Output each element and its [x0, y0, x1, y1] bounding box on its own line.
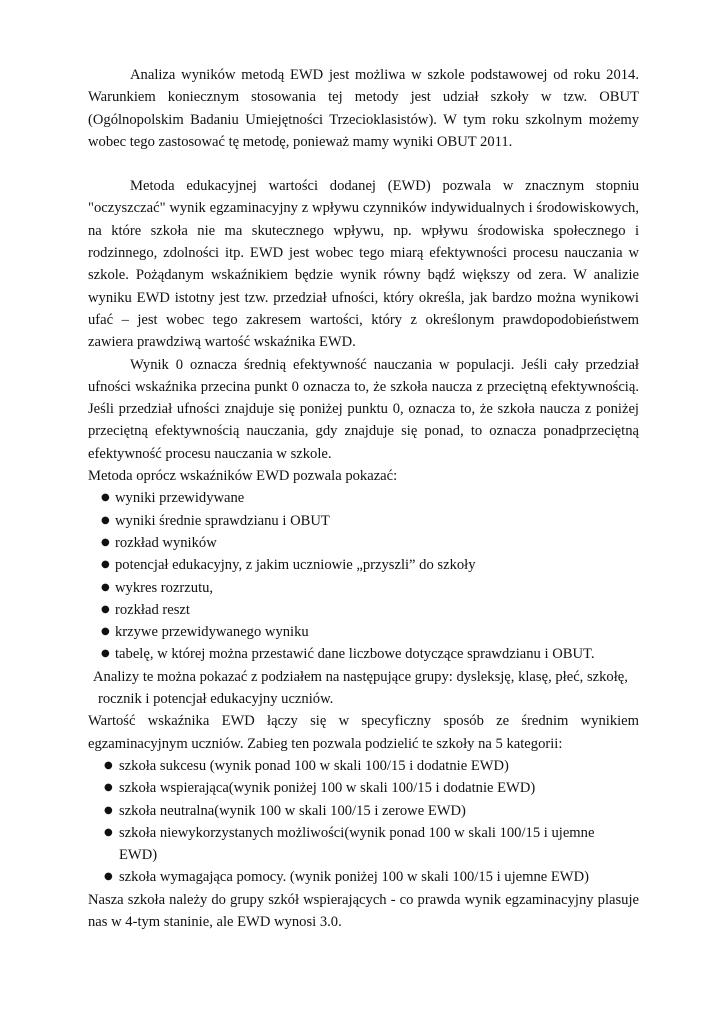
list-item: ● szkoła neutralna(wynik 100 w skali 100/15 i zerowe EWD): [88, 800, 639, 822]
list-item: ● wyniki przewidywane: [88, 487, 639, 509]
bullet-icon: ●: [101, 581, 110, 593]
list-item: ● szkoła niewykorzystanych możliwości(wynik ponad 100 w skali 100/15 i ujemne EWD): [88, 822, 639, 867]
paragraph-method-shows: Metoda oprócz wskaźników EWD pozwala pokazać:: [88, 468, 398, 485]
bullet-icon: ●: [104, 759, 113, 771]
bullet-icon: ●: [101, 648, 110, 660]
paragraph-our-school: Nasza szkoła należy do grupy szkół wspierających - co prawda wynik egzaminacyjny plasuje nas w 4-tym staninie, ale EWD wynosi 3.0.: [88, 891, 639, 930]
list-method-outputs: [88, 487, 639, 665]
bullet-icon: ●: [104, 871, 113, 883]
paragraph-analysis-groups: Analizy te można pokazać z podziałem na następujące grupy: dysleksję, klasę, płeć, szkołę, rocznik i potencjał edukacyjny uczniów.: [93, 668, 628, 708]
list-item: ● wykres rozrzutu,: [88, 577, 639, 599]
paragraph-ewd-categories: Wartość wskaźnika EWD łączy się w specyficzny sposób ze średnim wynikiem egzaminacyjnym uczniów. Zabieg ten pozwala podzielić te szkoły na 5 kategorii:: [88, 713, 639, 752]
bullet-icon: ●: [101, 603, 110, 615]
bullet-icon: ●: [104, 782, 113, 794]
list-item: ● szkoła sukcesu (wynik ponad 100 w skali 100/15 i dodatnie EWD): [88, 755, 639, 777]
list-school-categories: [88, 755, 639, 889]
bullet-icon: ●: [101, 536, 110, 548]
bullet-icon: ●: [101, 514, 110, 526]
bullet-icon: ●: [101, 492, 110, 504]
list-item: ● wyniki średnie sprawdzianu i OBUT: [88, 510, 639, 532]
bullet-icon: ●: [101, 559, 110, 571]
list-item: ● potencjał edukacyjny, z jakim uczniowie „przyszli” do szkoły: [88, 554, 639, 576]
list-item: ● szkoła wspierająca(wynik poniżej 100 w skali 100/15 i dodatnie EWD): [88, 777, 639, 799]
document-page: [88, 64, 639, 933]
paragraph-ewd-intro: Analiza wyników metodą EWD jest możliwa w szkole podstawowej od roku 2014. Warunkiem koniecznym stosowania tej metody jest udział szkoły w tzw. OBUT (Ogólnopolskim Badaniu Umiejętności Trzecioklasistów). W tym roku szkolnym możemy wobec tego zastosować tę metodę, ponieważ mamy wyniki OBUT 2011.: [88, 67, 639, 150]
bullet-icon: ●: [104, 804, 113, 816]
list-item: ● szkoła wymagająca pomocy. (wynik poniżej 100 w skali 100/15 i ujemne EWD): [88, 866, 639, 888]
paragraph-result-zero: Wynik 0 oznacza średnią efektywność nauczania w populacji. Jeśli cały przedział ufności wskaźnika przecina punkt 0 oznacza to, że szkoła naucza z przeciętną efektywnością. Jeśli przedział ufności znajduje się poniżej punktu 0, oznacza to, że szkoła naucza z poniżej przeciętną efektywnością nauczania, gdy znajduje się ponad, to oznacza ponadprzeciętną efektywność procesu nauczania w szkole.: [88, 356, 639, 462]
list-item: ● rozkład wyników: [88, 532, 639, 554]
paragraph-ewd-method: Metoda edukacyjnej wartości dodanej (EWD) pozwala w znacznym stopniu "oczyszczać" wynik egzaminacyjny z wpływu czynników indywidualnych i środowiskowych, na które szkoła nie ma skutecznego wpływu, np. wpływu środowiska społecznego i rodzinnego, zdolności itp. EWD jest wobec tego miarą efektywności procesu nauczania w szkole. Pożądanym wskaźnikiem będzie wynik równy bądź większy od zera. W analizie wyniku EWD istotny jest tzw. przedział ufności, który określa, jak bardzo można wynikowi ufać – jest wobec tego zakresem wartości, który z określonym prawdopodobieństwem zawiera prawdziwą wartość wskaźnika EWD.: [88, 178, 639, 351]
bullet-icon: ●: [104, 826, 113, 838]
list-item: ● krzywe przewidywanego wyniku: [88, 621, 639, 643]
list-item: ● rozkład reszt: [88, 599, 639, 621]
list-item: ● tabelę, w której można przestawić dane liczbowe dotyczące sprawdzianu i OBUT.: [88, 643, 639, 665]
bullet-icon: ●: [101, 626, 110, 638]
